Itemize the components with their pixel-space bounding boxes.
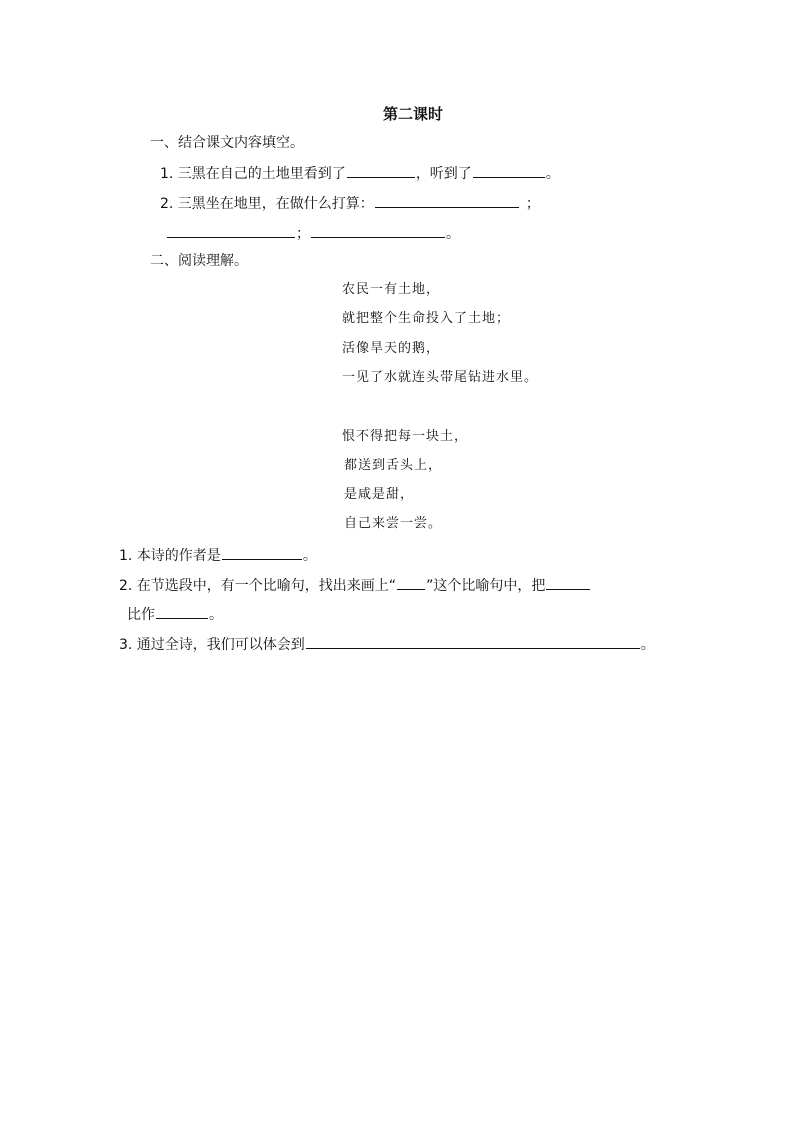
section2-heading: 二、阅读理解。 — [150, 253, 248, 269]
answer-blank[interactable] — [222, 545, 302, 560]
q-text: 。 — [545, 166, 560, 182]
question-2-3 — [119, 634, 655, 654]
answer-blank[interactable] — [306, 634, 640, 649]
question-2-2-cont — [127, 604, 223, 624]
question-2-1 — [119, 545, 317, 565]
q-text: ； — [525, 196, 540, 212]
poem-line: 是咸是甜， — [344, 487, 415, 502]
poem-line: 一见了水就连头带尾钻进水里。 — [342, 370, 539, 385]
q-text: 2. 在节选段中，有一个比喻句，找出来画上“ — [119, 578, 397, 594]
section1-heading: 一、结合课文内容填空。 — [150, 135, 304, 151]
q-text: ”这个比喻句中，把 — [426, 578, 546, 594]
answer-blank[interactable] — [311, 223, 445, 238]
q-text: 2. 三黑坐在地里，在做什么打算： — [160, 196, 374, 212]
q-text: ，听到了 — [415, 166, 472, 182]
answer-blank[interactable] — [397, 575, 425, 590]
poem-line: 自己来尝一尝。 — [344, 516, 443, 531]
poem-line: 恨不得把每一块土， — [342, 429, 469, 444]
q-text: 。 — [209, 607, 223, 623]
poem-line: 就把整个生命投入了土地； — [342, 311, 511, 326]
poem-line: 活像旱天的鹅， — [342, 341, 441, 356]
answer-blank[interactable] — [347, 163, 415, 178]
answer-blank[interactable] — [375, 193, 519, 208]
q-text: ； — [296, 226, 310, 242]
question-2-2 — [119, 575, 591, 595]
q-text: 。 — [446, 226, 460, 242]
q-text: 。 — [640, 637, 655, 653]
poem-line: 农民一有土地， — [342, 282, 441, 297]
q-text: 。 — [302, 548, 317, 564]
page-title: 第二课时 — [383, 105, 444, 123]
q-text: 3. 通过全诗，我们可以体会到 — [119, 637, 305, 653]
q-text: 1. 三黑在自己的土地里看到了 — [160, 166, 346, 182]
question-1-1 — [160, 163, 560, 183]
answer-blank[interactable] — [546, 575, 590, 590]
question-1-2-cont — [166, 223, 460, 243]
q-text: 1. 本诗的作者是 — [119, 548, 221, 564]
question-1-2 — [160, 193, 540, 213]
answer-blank[interactable] — [473, 163, 545, 178]
answer-blank[interactable] — [167, 223, 295, 238]
poem-line: 都送到舌头上， — [344, 458, 443, 473]
q-text: 比作 — [127, 607, 155, 623]
answer-blank[interactable] — [156, 604, 208, 619]
